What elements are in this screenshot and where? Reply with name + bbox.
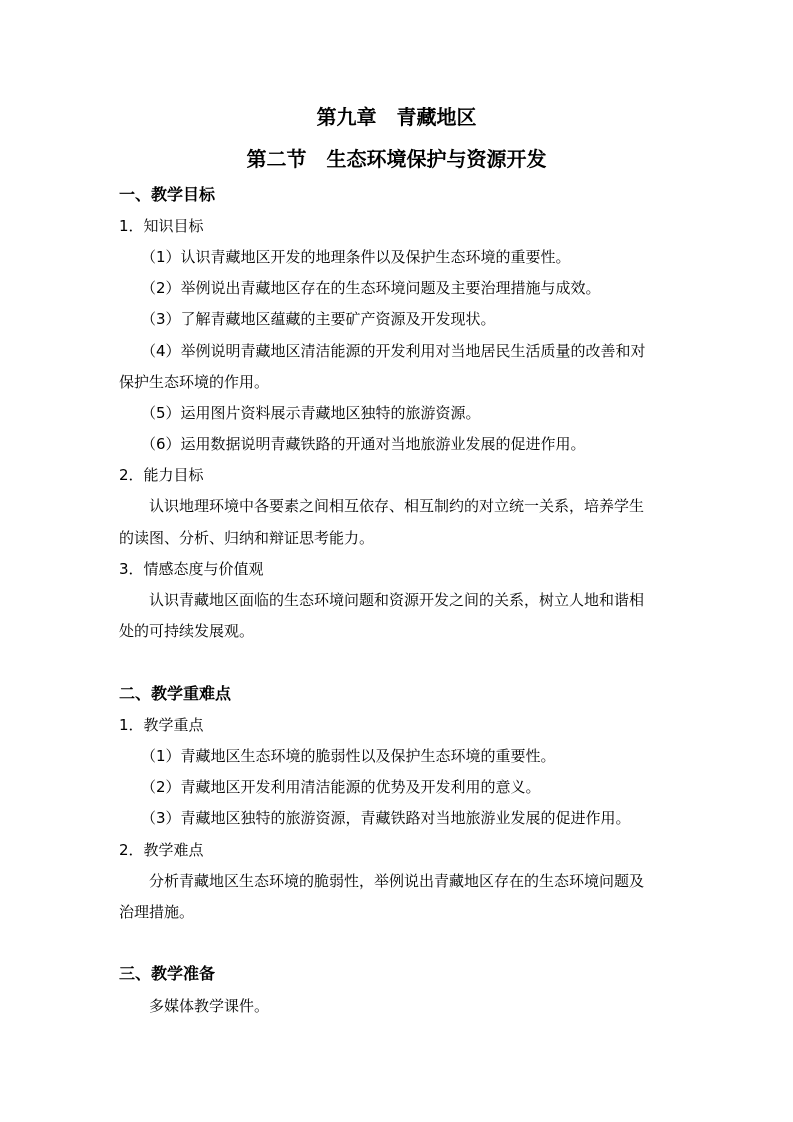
- subheading-knowledge-goals: 1．知识目标: [119, 217, 204, 235]
- knowledge-item-6: （6）运用数据说明青藏铁路的开通对当地旅游业发展的促进作用。: [141, 435, 586, 453]
- knowledge-item-4: （4）举例说明青藏地区清洁能源的开发利用对当地居民生活质量的改善和对: [141, 342, 646, 360]
- knowledge-item-1: （1）认识青藏地区开发的地理条件以及保护生态环境的重要性。: [141, 248, 571, 266]
- subheading-attitude-values: 3．情感态度与价值观: [119, 560, 264, 578]
- chapter-title: 第九章 青藏地区: [316, 105, 477, 129]
- heading-teaching-preparation: 三、教学准备: [119, 964, 216, 983]
- knowledge-item-2: （2）举例说出青藏地区存在的生态环境问题及主要治理措施与成效。: [141, 279, 601, 297]
- attitude-text-line-1: 认识青藏地区面临的生态环境问题和资源开发之间的关系，树立人地和谐相: [149, 591, 645, 609]
- knowledge-item-4-continued: 保护生态环境的作用。: [119, 373, 270, 391]
- focus-item-3: （3）青藏地区独特的旅游资源，青藏铁路对当地旅游业发展的促进作用。: [141, 809, 631, 827]
- focus-item-1: （1）青藏地区生态环境的脆弱性以及保护生态环境的重要性。: [141, 747, 556, 765]
- heading-key-points: 二、教学重难点: [119, 684, 232, 703]
- preparation-text: 多媒体教学课件。: [149, 997, 270, 1015]
- difficulty-text-line-1: 分析青藏地区生态环境的脆弱性，举例说出青藏地区存在的生态环境问题及: [149, 872, 645, 890]
- ability-text-line-1: 认识地理环境中各要素之间相互依存、相互制约的对立统一关系，培养学生: [149, 497, 645, 515]
- subheading-teaching-focus: 1．教学重点: [119, 716, 204, 734]
- difficulty-text-line-2: 治理措施。: [119, 903, 195, 921]
- knowledge-item-3: （3）了解青藏地区蕴藏的主要矿产资源及开发现状。: [141, 310, 496, 328]
- focus-item-2: （2）青藏地区开发利用清洁能源的优势及开发利用的意义。: [141, 778, 541, 796]
- attitude-text-line-2: 处的可持续发展观。: [119, 622, 255, 640]
- subheading-ability-goals: 2．能力目标: [119, 466, 204, 484]
- heading-teaching-goals: 一、教学目标: [119, 185, 216, 204]
- subheading-teaching-difficulty: 2．教学难点: [119, 841, 204, 859]
- knowledge-item-5: （5）运用图片资料展示青藏地区独特的旅游资源。: [141, 404, 481, 422]
- section-title: 第二节 生态环境保护与资源开发: [246, 147, 547, 171]
- ability-text-line-2: 的读图、分析、归纳和辩证思考能力。: [119, 529, 375, 547]
